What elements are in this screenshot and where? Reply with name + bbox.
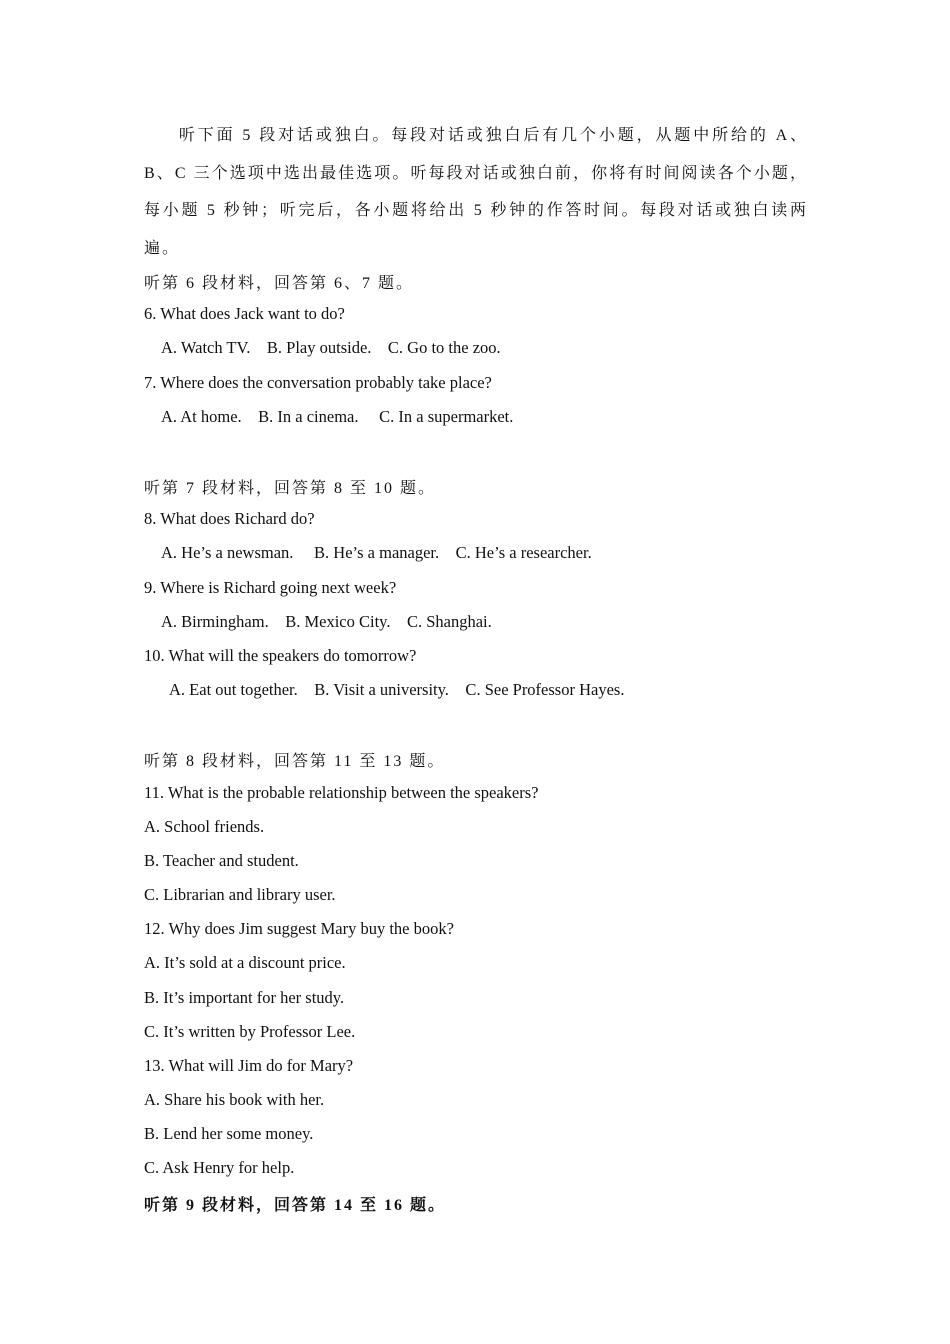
- question-8: 8. What does Richard do?: [144, 509, 315, 528]
- options-10: A. Eat out together. B. Visit a university. C. See Professor Hayes.: [169, 680, 625, 699]
- options-6: A. Watch TV. B. Play outside. C. Go to the zoo.: [161, 338, 501, 357]
- option-11-c: C. Librarian and library user.: [144, 885, 336, 904]
- option-11-b: B. Teacher and student.: [144, 851, 299, 870]
- section-heading: 听第 6 段材料，回答第 6、7 题。: [144, 275, 415, 292]
- section-heading: 听第 9 段材料，回答第 14 至 16 题。: [144, 1197, 447, 1214]
- options-7: A. At home. B. In a cinema. C. In a supermarket.: [161, 407, 514, 426]
- question-6: 6. What does Jack want to do?: [144, 304, 345, 323]
- section-heading: 听第 8 段材料，回答第 11 至 13 题。: [144, 753, 446, 770]
- section-heading: 听第 7 段材料，回答第 8 至 10 题。: [144, 480, 437, 497]
- question-13: 13. What will Jim do for Mary?: [144, 1056, 354, 1075]
- question-10: 10. What will the speakers do tomorrow?: [144, 646, 417, 665]
- option-12-a: A. It’s sold at a discount price.: [144, 953, 346, 972]
- question-11: 11. What is the probable relationship between the speakers?: [144, 783, 539, 802]
- options-8: A. He’s a newsman. B. He’s a manager. C. He’s a researcher.: [161, 543, 592, 562]
- option-12-b: B. It’s important for her study.: [144, 988, 345, 1007]
- option-13-a: A. Share his book with her.: [144, 1090, 325, 1109]
- question-7: 7. Where does the conversation probably take place?: [144, 373, 492, 392]
- listening-instructions: 听下面 5 段对话或独白。每段对话或独白后有几个小题，从题中所给的 A、B、C 三个选项中选出最佳选项。听每段对话或独白前，你将有时间阅读各个小题，每小题 5 秒钟；听完后，各小题将给出 5 秒钟的作答时间。每段对话或独白读两遍。: [144, 127, 808, 257]
- question-9: 9. Where is Richard going next week?: [144, 578, 397, 597]
- option-13-c: C. Ask Henry for help.: [144, 1158, 295, 1177]
- option-12-c: C. It’s written by Professor Lee.: [144, 1022, 356, 1041]
- options-9: A. Birmingham. B. Mexico City. C. Shanghai.: [161, 612, 492, 631]
- question-12: 12. Why does Jim suggest Mary buy the book?: [144, 919, 454, 938]
- option-13-b: B. Lend her some money.: [144, 1124, 314, 1143]
- option-11-a: A. School friends.: [144, 817, 265, 836]
